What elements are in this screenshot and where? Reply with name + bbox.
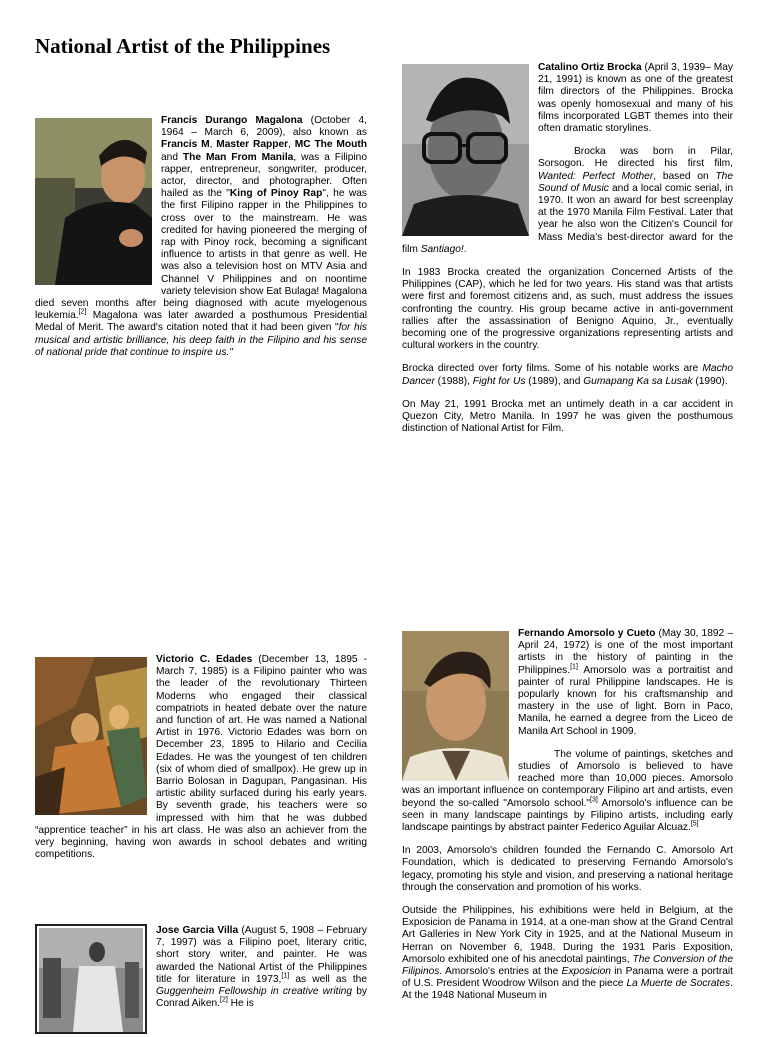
amorsolo-citation-5[interactable]: [5] bbox=[690, 820, 699, 828]
villa-text-3: by Conrad Aiken. bbox=[156, 986, 367, 1010]
magalona-alias-2: Master Rapper bbox=[216, 139, 289, 151]
brocka-text-1: (April 3, 1939– May 21, 1991) is known as one of the greatest film directors of the Philippines. Brocka was openly homosexual and many of his films incorporated LGBT themes into their often dramatic storylines. bbox=[538, 62, 733, 135]
brocka-text-4d: (1990). bbox=[692, 375, 728, 387]
amorsolo-work-3: La Muerte de Socrates bbox=[626, 978, 731, 990]
amorsolo-text-2: Amorsolo was a portraitist and painter of rural Philippine landscapes. He is popularly known for his craftsmanship and mastery in the use of light. Born in Paco, Manila, he earned a degree from the Liceo de Manila Art School in 1909. bbox=[518, 664, 733, 737]
villa-text-2: as well as the bbox=[289, 973, 367, 985]
brocka-photo bbox=[402, 64, 529, 236]
amorsolo-work-1: The Conversion of the Filipinos bbox=[402, 953, 733, 978]
edades-painting bbox=[35, 657, 147, 815]
brocka-film-3[interactable]: Santiago! bbox=[420, 243, 464, 255]
brocka-film-1: Wanted: Perfect Mother bbox=[538, 170, 654, 182]
brocka-film-6: Gumapang Ka sa Lusak bbox=[583, 375, 693, 387]
magalona-text-5: " bbox=[229, 346, 233, 358]
magalona-sep-2: , bbox=[288, 139, 295, 151]
brocka-text-2a: Brocka was born in Pilar, Sorsogon. He directed his first film, bbox=[538, 146, 733, 170]
amorsolo-text-2b: Amorsolo's influence can be seen in many landscape paintings by Filipino artists, including early landscape paintings by abstract painter Federico Aguilar Alcuaz. bbox=[402, 797, 733, 834]
page-title: National Artist of the Philippines bbox=[35, 34, 331, 58]
amorsolo-text-4b: . Amorsolo's entries at the bbox=[439, 966, 562, 978]
villa-name: Jose Garcia Villa bbox=[156, 925, 239, 936]
magalona-alias-4: The Man From Manila bbox=[182, 151, 294, 163]
villa-award: Guggenheim Fellowship in creative writing bbox=[156, 986, 353, 998]
brocka-section bbox=[402, 62, 733, 435]
amorsolo-text-4a: Outside the Philippines, his exhibitions were held in Belgium, at the Exposicion de Panama in 1914, at a one-man show at the Grand Central Art Galleries in New York City in 1925, and at the National Museum in Herran on November 6, 1948. During the 1931 Paris Exposition, Amorsolo exhibited one of his anecdotal paintings, bbox=[402, 905, 733, 965]
brocka-text-4b: (1988), bbox=[434, 375, 473, 387]
magalona-text-1: (October 4, 1964 – March 6, 2009), also known as bbox=[161, 115, 367, 139]
amorsolo-section bbox=[402, 628, 733, 1003]
brocka-text-2d: . bbox=[463, 243, 467, 255]
amorsolo-citation-3[interactable]: [3] bbox=[590, 796, 598, 804]
magalona-section bbox=[35, 115, 367, 359]
brocka-paragraph-3: In 1983 Brocka created the organization Concerned Artists of the Philippines (CAP), which he led for two years. His stand was that artists were first and foremost citizens and, as such, must address the issues confronting the country. His group became active in anti-government rallies after the assassination of Benigno Aquino, Jr., eventually becoming one of the progressive organizations representing artists and cultural workers in the country. bbox=[402, 267, 733, 352]
brocka-film-4: Macho Dancer bbox=[402, 363, 733, 387]
amorsolo-text-1: (May 30, 1892 – April 24, 1972) is one of the most important artists in the history of painting in the Philippines. bbox=[518, 628, 733, 676]
villa-text-1: (August 5, 1908 – February 7, 1997) was a Filipino poet, literary critic, short story writer, and painter. He was awarded the National Artist of the Philippines title for literature in 1973, bbox=[156, 925, 367, 985]
magalona-award-quote: for his musical and artistic brilliance, his deep faith in the Filipino and his sense of national pride that continue to inspire us. bbox=[35, 322, 367, 358]
brocka-text-2b: , based on bbox=[653, 170, 716, 182]
magalona-alias-1: Francis M bbox=[161, 139, 210, 151]
brocka-film-5: Fight for Us bbox=[472, 375, 526, 387]
magalona-text-3: ", he was the first Filipino rapper in the Philippines to cross over to the mainstream. He was credited for having pioneered the merging of rap with Pinoy rock, becoming a significant influence to artists in that genre as well. He was also a television host on MTV Asia and Channel V Philippines and on noontime variety television show Eat Bulaga! Magalona died seven months after being diagnosed with acute myelogenous leukemia. bbox=[35, 188, 367, 322]
edades-name: Victorio C. Edades bbox=[156, 654, 253, 665]
magalona-citation-2[interactable]: [2] bbox=[78, 308, 87, 316]
amorsolo-text-2a: The volume of paintings, sketches and studies of Amorsolo is believed to have reached more than 10,000 pieces. Amorsolo was an important influence on contemporary Filipino art and artists, even beyond the so-called "Amorsolo school." bbox=[402, 748, 733, 809]
villa-citation-2[interactable]: [2] bbox=[220, 996, 228, 1004]
amorsolo-name: Fernando Amorsolo y Cueto bbox=[518, 628, 656, 639]
amorsolo-portrait bbox=[402, 631, 509, 781]
amorsolo-paragraph-3: In 2003, Amorsolo's children founded the Fernando C. Amorsolo Art Foundation, which is dedicated to preserving Fernando Amorsolo's legacy, promoting his style and vision, and preserving a national heritage through the conservation and promotion of his works. bbox=[402, 845, 733, 893]
magalona-alias-3: MC The Mouth bbox=[294, 139, 367, 151]
villa-text-4: He is bbox=[227, 998, 254, 1010]
amorsolo-text-4d: . At the 1948 National Museum in bbox=[402, 978, 733, 1002]
amorsolo-text-4c: in Panama were a portrait of U.S. President Woodrow Wilson and the piece bbox=[402, 966, 733, 990]
brocka-text-4a: Brocka directed over forty films. Some of his notable works are bbox=[402, 363, 703, 375]
villa-section bbox=[35, 925, 367, 1037]
magalona-sep-1: , bbox=[209, 139, 217, 151]
amorsolo-citation-1[interactable]: [1] bbox=[570, 663, 578, 671]
villa-photo bbox=[39, 928, 143, 1032]
magalona-photo bbox=[35, 118, 152, 285]
edades-section bbox=[35, 654, 367, 861]
magalona-sep-3: and bbox=[161, 151, 183, 163]
magalona-name: Francis Durango Magalona bbox=[161, 115, 303, 126]
magalona-text-4: Magalona was later awarded a posthumous Presidential Medal of Merit. The award's citation noted that it had been given " bbox=[35, 310, 367, 334]
amorsolo-work-2: Exposicion bbox=[561, 966, 611, 978]
brocka-name: Catalino Ortiz Brocka bbox=[538, 62, 642, 73]
magalona-text-2: , was a Filipino rapper, entrepreneur, songwriter, producer, actor, director, and photographer. Often hailed as the " bbox=[161, 151, 367, 200]
villa-citation-1[interactable]: [1] bbox=[281, 972, 290, 980]
villa-photo-frame bbox=[35, 924, 147, 1034]
brocka-film-2: The Sound of Music bbox=[538, 170, 733, 194]
magalona-alias-5: King of Pinoy Rap bbox=[229, 188, 323, 200]
edades-text-1: (December 13, 1895 - March 7, 1985) is a Filipino painter who was the leader of the revolutionary Thirteen Moderns who engaged their classical compatriots in heated debate over the nature and function of art. He was named a National Artist in 1976. Victorio Edades was born on December 23, 1895 to Hilario and Cecilia Edades. He was the youngest of ten children (six of whom died of smallpox). He grew up in Barrio Bolosan in Dagupan, Pangasinan. His artistic ability surfaced during his early years. By seventh grade, his teachers were so impressed with him that he was dubbed “apprentice teacher” in his art class. He was also an achiever from the very beginning, having won awards in school debates and writing competitions. bbox=[35, 654, 367, 861]
brocka-text-2c: and a local comic serial, in 1970. It won an award for best screenplay at the 1970 Manila Film Festival. Later that year he also won the Citizen's Council for Mass Media's best-director award for the film bbox=[402, 182, 734, 255]
brocka-text-4c: (1989), and bbox=[525, 375, 584, 387]
brocka-paragraph-5: On May 21, 1991 Brocka met an untimely death in a car accident in Quezon City, Metro Manila. In 1997 he was given the posthumous distinction of National Artist for Film. bbox=[402, 398, 733, 435]
